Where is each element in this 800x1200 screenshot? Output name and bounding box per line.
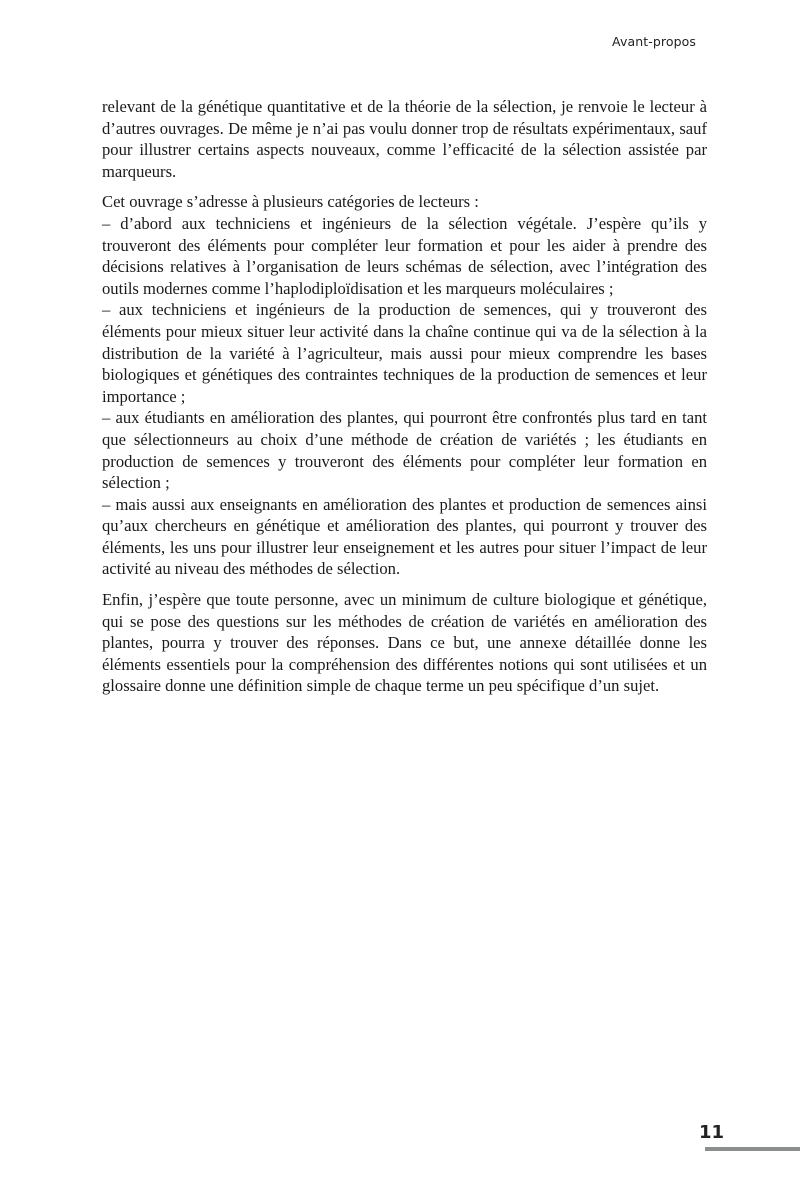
list-item-breeders: – d’abord aux techniciens et ingénieurs de la sélection végétale. J’espère qu’ils y trouveront des éléments pour compléter leur formation et pour les aider à prendre des décisions relatives à l’organisation de leurs schémas de sélection, avec l’intégration des outils modernes comme l’haplodiploïdisation et les marqueurs moléculaires ;: [102, 213, 707, 298]
list-item-students: – aux étudiants en amélioration des plantes, qui pourront être confrontés plus tard en tant que sélectionneurs au choix d’une méthode de création de variétés ; les étudiants en production de semences y trouveront des éléments pour compléter leur formation en sélection ;: [102, 408, 707, 493]
paragraph-continuation: relevant de la génétique quantitative et de la théorie de la sélection, je renvoie le lecteur à d’autres ouvrages. De même je n’ai pas voulu donner trop de résultats expérimentaux, sauf pour illustrer certains aspects nouveaux, comme l’efficacité de la sélection assistée par marqueurs.: [102, 97, 707, 181]
paragraph-audience-intro: Cet ouvrage s’adresse à plusieurs catégories de lecteurs :: [102, 192, 479, 212]
body-text: [102, 96, 707, 706]
page-number: 11: [698, 1122, 724, 1143]
paragraph-final: Enfin, j’espère que toute personne, avec un minimum de culture biologique et génétique, qui se pose des questions sur les méthodes de création de variétés en amélioration des plantes, pourra y trouver des réponses. Dans ce but, une annexe détaillée donne les éléments essentiels pour la compréhension des différentes notions qui sont utilisées et un glossaire donne une définition simple de chaque terme un peu spécifique d’un sujet.: [102, 590, 707, 696]
running-head: Avant-propos: [612, 34, 696, 49]
folio-rule: [705, 1147, 800, 1151]
list-item-teachers-researchers: – mais aussi aux enseignants en amélioration des plantes et production de semences ainsi qu’aux chercheurs en génétique et amélioration des plantes, qui pourront y trouver des éléments, les uns pour illustrer leur enseignement et les autres pour situer l’impact de leur activité au niveau des méthodes de sélection.: [102, 494, 707, 579]
list-item-seed-production: – aux techniciens et ingénieurs de la production de semences, qui y trouveront des éléments pour mieux situer leur activité dans la chaîne continue qui va de la sélection à la distribution de la variété à l’agriculteur, mais aussi pour mieux comprendre les bases biologiques et génétiques des contraintes techniques de la production de semences et leur importance ;: [102, 300, 707, 406]
